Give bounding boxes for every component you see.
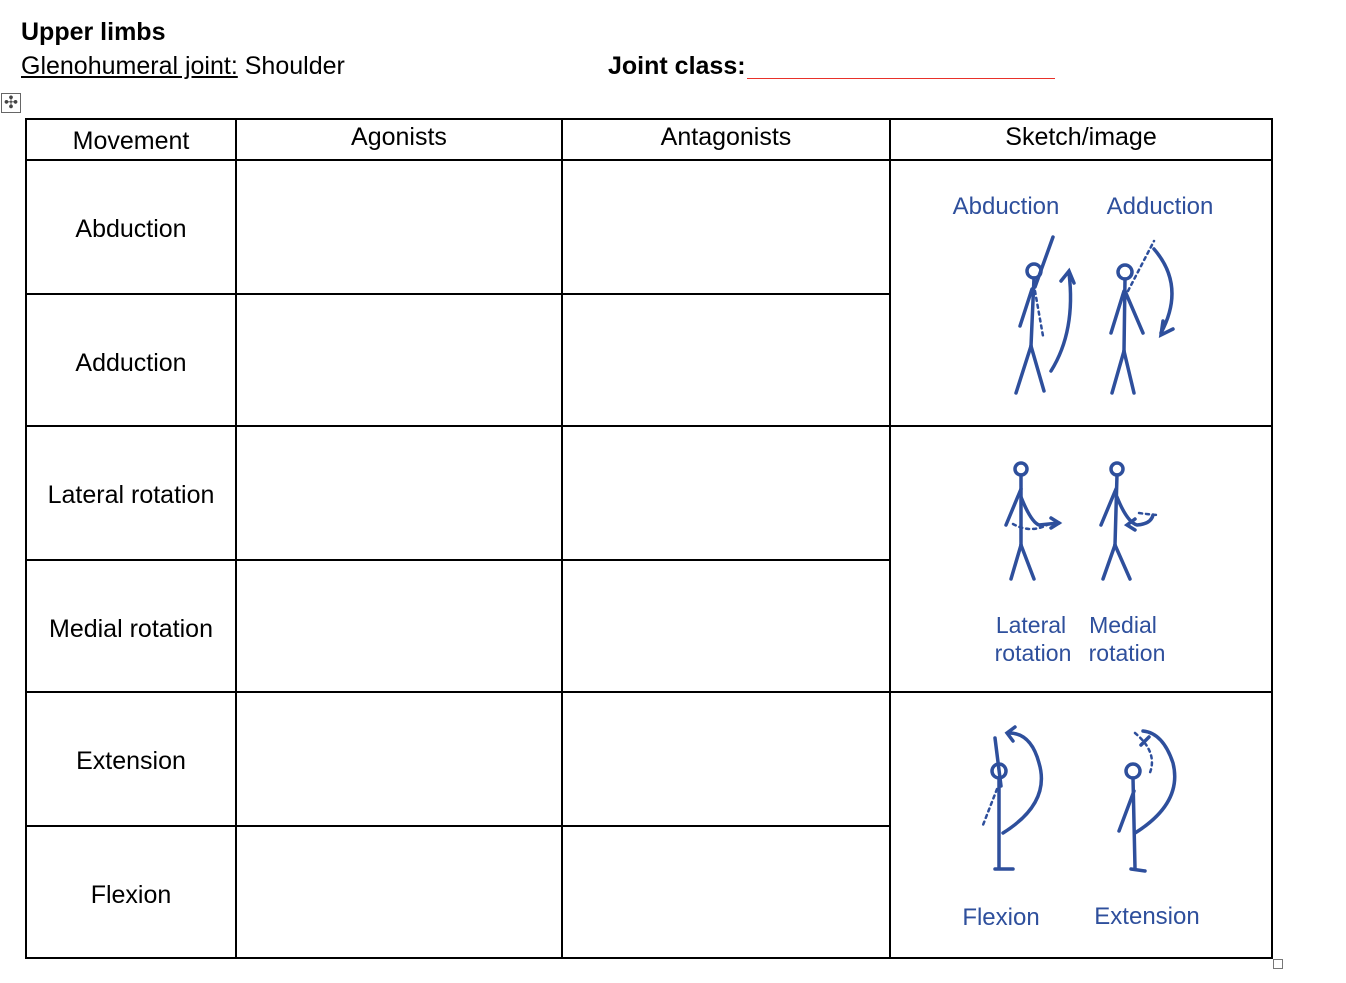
agonists-cell-abduction[interactable] (237, 161, 561, 293)
sketch-label-adduction: Adduction (1106, 193, 1214, 220)
agonists-cell-flexion[interactable] (237, 827, 561, 957)
column-header-sketch: Sketch/image (1005, 123, 1157, 151)
sketch-label-extension: Extension (1094, 903, 1200, 930)
row-label-adduction: Adduction (75, 349, 187, 377)
table-move-handle-icon[interactable]: ✣ (1, 93, 21, 113)
joint-value: Shoulder (244, 52, 345, 80)
joint-class-label: Joint class: (608, 52, 746, 80)
antagonists-cell-adduction[interactable] (563, 295, 889, 425)
agonists-cell-medial-rotation[interactable] (237, 561, 561, 691)
sketch-label-medial-1: Medial (1089, 612, 1157, 638)
joint-class-input-line[interactable] (747, 78, 1055, 79)
joint-label: Glenohumeral joint: (21, 52, 238, 80)
column-header-antagonists: Antagonists (660, 123, 792, 151)
row-label-extension: Extension (76, 747, 186, 775)
antagonists-cell-flexion[interactable] (563, 827, 889, 957)
column-header-agonists: Agonists (351, 123, 447, 151)
row-label-flexion: Flexion (90, 881, 172, 909)
abduction-adduction-sketch (891, 161, 1271, 425)
agonists-cell-adduction[interactable] (237, 295, 561, 425)
flexion-extension-sketch (891, 693, 1271, 957)
antagonists-cell-extension[interactable] (563, 693, 889, 825)
sketch-label-flexion: Flexion (962, 904, 1040, 931)
stick-figure-adduction-icon (1111, 241, 1173, 393)
stick-figure-flexion-icon (983, 727, 1041, 869)
stick-figure-extension-icon (1119, 731, 1175, 871)
antagonists-cell-abduction[interactable] (563, 161, 889, 293)
row-label-medial-rotation: Medial rotation (49, 615, 213, 643)
agonists-cell-lateral-rotation[interactable] (237, 427, 561, 559)
agonists-cell-extension[interactable] (237, 693, 561, 825)
sketch-label-lateral-1: Lateral (995, 612, 1067, 638)
table-resize-handle[interactable] (1273, 959, 1283, 969)
stick-figure-lateral-rotation-icon (1006, 463, 1059, 579)
stick-figure-abduction-icon (1016, 237, 1074, 393)
joint-line (21, 52, 345, 81)
row-label-lateral-rotation: Lateral rotation (47, 481, 215, 509)
rotation-sketch (891, 427, 1271, 691)
antagonists-cell-lateral-rotation[interactable] (563, 427, 889, 559)
page-title: Upper limbs (21, 18, 166, 46)
sketch-label-medial-2: rotation (1088, 640, 1166, 666)
sketch-label-abduction: Abduction (952, 193, 1060, 220)
row-label-abduction: Abduction (75, 215, 187, 243)
sketch-label-lateral-2: rotation (994, 640, 1072, 666)
stick-figure-medial-rotation-icon (1101, 463, 1159, 579)
column-header-movement: Movement (72, 127, 190, 155)
antagonists-cell-medial-rotation[interactable] (563, 561, 889, 691)
